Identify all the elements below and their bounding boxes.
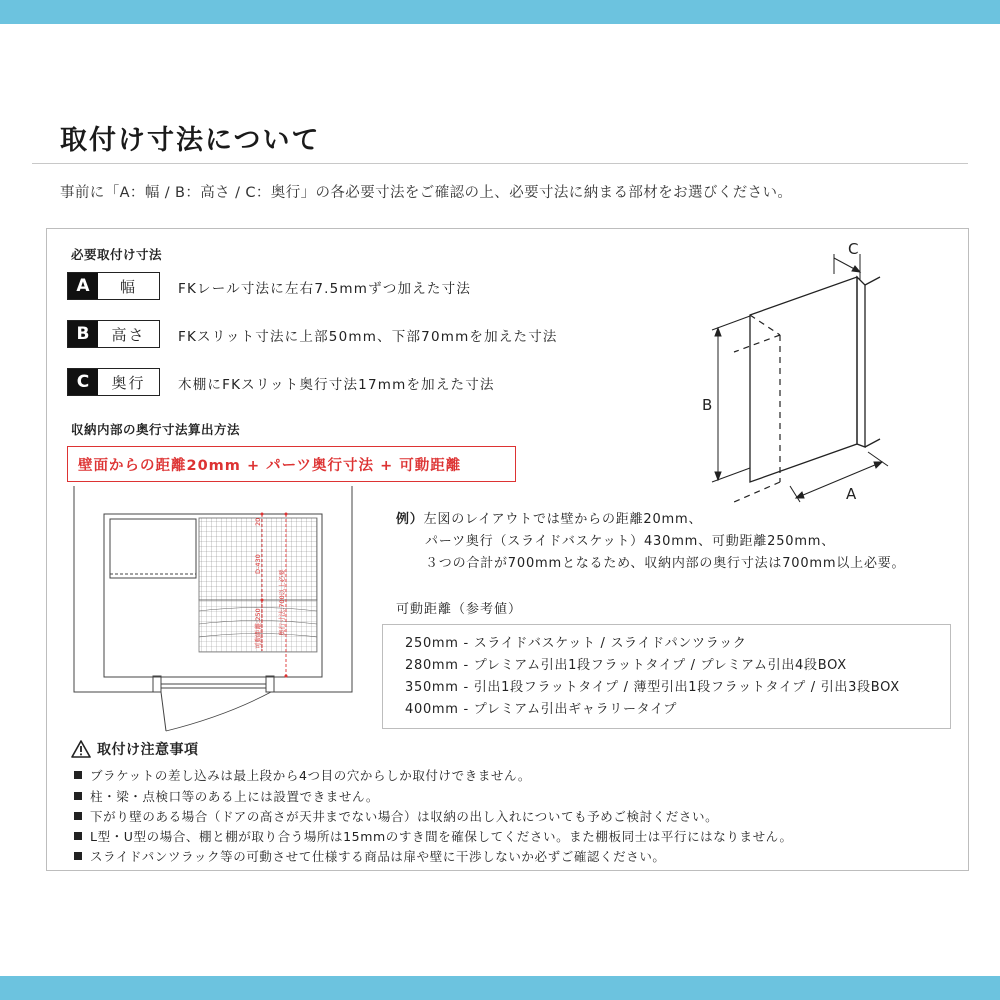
dimension-letter-b: B <box>68 321 98 347</box>
dimension-name-a: 幅 <box>119 277 137 296</box>
dimension-label-c <box>67 368 160 396</box>
page-title: 取付け寸法について <box>60 125 321 156</box>
diagram-label-b: B <box>702 396 713 414</box>
depth-calc-heading: 収納内部の奥行寸法算出方法 <box>71 422 241 437</box>
diagram-label-c: C <box>848 240 859 258</box>
bullet-square-icon <box>74 852 82 860</box>
dimension-desc-a: FKレール寸法に左右7.5mmずつ加えた寸法 <box>178 281 472 297</box>
bullet-square-icon <box>74 812 82 820</box>
caution-note-text: スライドパンツラック等の可動させて仕様する商品は扉や壁に干渉しないか必ずご確認ください。 <box>90 849 666 864</box>
example-line-2: パーツ奥行（スライドバスケット）430mm、可動距離250mm、 <box>425 534 836 549</box>
dimension-name-c: 奥行 <box>111 373 146 392</box>
example-line-1 <box>396 508 702 527</box>
dimension-name-b: 高さ <box>111 325 146 344</box>
title-divider <box>32 163 968 164</box>
floorplan-label-d430: D-430 <box>254 554 262 574</box>
caution-note <box>74 847 666 865</box>
required-dimensions-heading: 必要取付け寸法 <box>71 247 163 262</box>
dimension-label-a <box>67 272 160 300</box>
bullet-square-icon <box>74 792 82 800</box>
dimension-desc-c: 木棚にFKスリット奥行寸法17mmを加えた寸法 <box>178 377 495 393</box>
floorplan-label-range: 可動距離:250 <box>254 608 262 649</box>
range-row: 280mm - プレミアム引出1段フラットタイプ / プレミアム引出4段BOX <box>405 658 847 673</box>
dimension-label-b <box>67 320 160 348</box>
example-line-3: ３つの合計が700mmとなるため、収納内部の奥行寸法は700mm以上必要。 <box>425 556 906 571</box>
floorplan-label-total: 奥行寸法:700以上必要 <box>278 569 286 636</box>
caution-note-text: 下がり壁のある場合（ドアの高さが天井までない場合）は収納の出し入れについても予めご検討ください。 <box>90 809 719 824</box>
diagram-label-a: A <box>846 485 857 503</box>
floorplan-label-20: 20 <box>254 517 262 526</box>
caution-note-text: 柱・梁・点検口等のある上には設置できません。 <box>90 789 379 804</box>
example-line-1-text: 左図のレイアウトでは壁からの距離20mm、 <box>423 512 703 527</box>
range-row: 250mm - スライドバスケット / スライドパンツラック <box>405 636 747 651</box>
bullet-square-icon <box>74 771 82 779</box>
storage-floorplan-diagram <box>66 486 366 746</box>
caution-note <box>74 807 718 825</box>
depth-formula: 壁面からの距離20mm + パーツ奥行寸法 + 可動距離 <box>67 446 516 482</box>
cabinet-3d-diagram <box>690 232 900 512</box>
caution-heading: 取付け注意事項 <box>97 742 199 758</box>
caution-note-text: L型・U型の場合、棚と棚が取り合う場所は15mmのすき間を確保してください。また棚板同士は平行にはなりません。 <box>90 829 793 844</box>
top-accent-bar <box>0 0 1000 24</box>
caution-note <box>74 766 531 784</box>
range-box <box>382 624 951 729</box>
caution-note-text: ブラケットの差し込みは最上段から4つ目の穴からしか取付けできません。 <box>90 768 531 783</box>
range-row: 350mm - 引出1段フラットタイプ / 薄型引出1段フラットタイプ / 引出3段BOX <box>405 680 900 695</box>
cabinet-front-panel <box>750 277 857 482</box>
dimension-letter-a: A <box>68 273 98 299</box>
range-row: 400mm - プレミアム引出ギャラリータイプ <box>405 702 678 717</box>
dimension-desc-b: FKスリット寸法に上部50mm、下部70mmを加えた寸法 <box>178 329 558 345</box>
dimension-letter-c: C <box>68 369 98 395</box>
bullet-square-icon <box>74 832 82 840</box>
caution-note <box>74 787 379 805</box>
caution-note <box>74 827 793 845</box>
cabinet-side-panel <box>857 277 865 447</box>
intro-text: 事前に「A：幅 / B：高さ / C：奥行」の各必要寸法をご確認の上、必要寸法に納まる部材をお選びください。 <box>60 185 793 201</box>
bottom-accent-bar <box>0 976 1000 1000</box>
caution-heading-row <box>71 739 199 759</box>
warning-icon <box>71 740 91 758</box>
floorplan-left-shelf <box>110 519 196 578</box>
example-prefix: 例） <box>396 512 424 527</box>
range-title: 可動距離（参考値） <box>396 602 523 617</box>
